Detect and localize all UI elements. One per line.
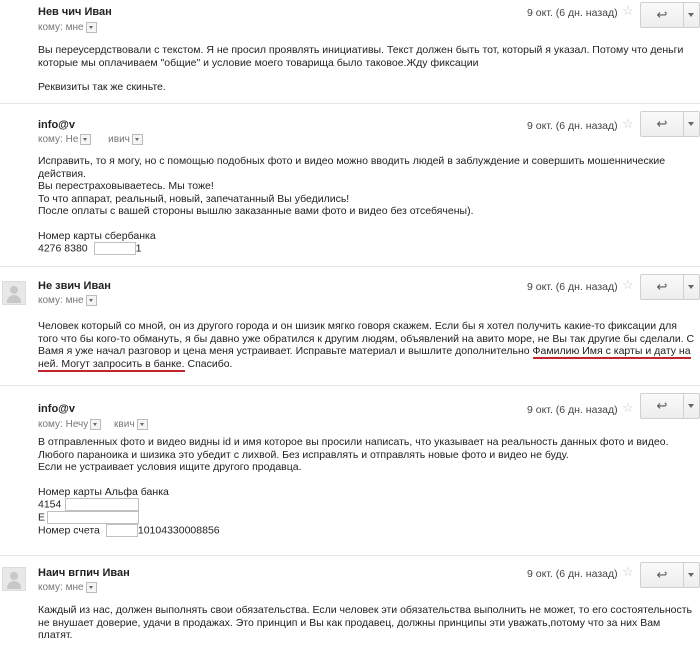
reply-button-group [640, 111, 700, 137]
recipient-label: ивич [108, 134, 130, 146]
body-gap [38, 69, 683, 81]
body-line: Исправить, то я могу, но с помощью подобных фото и видео можно вводить людей в заблуждение и совершить мошеннические [38, 155, 666, 167]
body-line: Вы перестраховываетесь. Мы тоже! [38, 180, 214, 192]
body-text: Спасибо. [184, 357, 233, 370]
body-line [38, 358, 694, 371]
person-icon[interactable] [2, 281, 26, 305]
message-body [38, 44, 683, 94]
chevron-down-icon[interactable] [86, 22, 97, 33]
recipient-label: кому: мне [38, 582, 84, 594]
body-line: того что бы кого-то обмануть, я бы давно уже обратился к другим людям, объявлений на авито море, не Вы так другие бы сделали. С [38, 332, 695, 345]
body-gap [38, 474, 669, 486]
body-line: Вы переусердствовали с текстом. Я не просил проявлять инициативы. Текст должен быть тот, который я указал. Потому что деньги [38, 44, 684, 56]
chevron-down-icon[interactable] [86, 295, 97, 306]
underlined-text: Фамилию Имя с карты и дату на [532, 345, 691, 357]
body-line: которые мы оплачиваем "общие" и условие моего товарища было таковое.Жду фиксации [38, 56, 479, 69]
redaction-box [47, 511, 139, 524]
body-line: Каждый из нас, должен выполнять свои обязательства. Если человек эти обязательства выполнить не может, то его состоятельность [38, 604, 693, 616]
recipient-line [38, 22, 97, 33]
card-line [38, 498, 669, 511]
card-number-suffix: 1 [135, 242, 142, 255]
body-line: То что аппарат, реальный, новый, запечатанный Вы убедились! [38, 192, 350, 205]
message-body [38, 604, 692, 642]
divider [0, 266, 700, 267]
recipient-line [38, 134, 143, 145]
star-icon[interactable]: ☆ [622, 277, 634, 292]
chevron-down-icon[interactable] [80, 134, 91, 145]
card-number-prefix: 4276 8380 [38, 242, 88, 255]
body-line: Номер карты сбербанка [38, 229, 156, 242]
redaction-box [94, 242, 136, 255]
recipient-label: кому: Не [38, 134, 79, 146]
reply-button-group [640, 274, 700, 300]
redaction-box [106, 524, 138, 537]
body-line: В отправленных фото и видео видны id и имя которое вы просили написать, что указывает на реальность данных фото и видео. [38, 436, 669, 448]
card-number-line [38, 242, 665, 255]
recipient-label: квич [114, 419, 135, 431]
reply-icon[interactable]: ↩ [641, 563, 684, 587]
more-options-icon[interactable] [684, 3, 699, 27]
divider [0, 103, 700, 104]
reply-icon[interactable]: ↩ [641, 3, 684, 27]
star-icon[interactable]: ☆ [622, 116, 634, 131]
recipient-line [38, 582, 97, 593]
body-line: После оплаты с вашей стороны вышлю заказанные вами фото и видео без отсебячены). [38, 205, 474, 217]
chevron-down-icon[interactable] [90, 419, 101, 430]
reply-icon[interactable]: ↩ [641, 394, 684, 418]
message-date: 9 окт. (6 дн. назад) [527, 568, 618, 580]
recipient-label: кому: Нечу [38, 419, 89, 431]
body-line [38, 345, 694, 358]
sender-name[interactable]: info@v [38, 119, 76, 131]
body-line: Если не устраивает условия ищите другого продавца. [38, 461, 302, 473]
divider [0, 555, 700, 556]
body-line: Реквизиты так же скиньте. [38, 81, 166, 93]
body-line: действия. [38, 167, 86, 180]
chevron-down-icon[interactable] [132, 134, 143, 145]
chevron-down-icon[interactable] [137, 419, 148, 430]
message-body [38, 436, 669, 537]
sender-name[interactable]: Не звич Иван [38, 280, 111, 292]
message-date: 9 окт. (6 дн. назад) [527, 281, 618, 293]
divider [0, 385, 700, 386]
more-options-icon[interactable] [684, 275, 699, 299]
recipient-label: кому: мне [38, 295, 84, 307]
message-date: 9 окт. (6 дн. назад) [527, 7, 618, 19]
sender-name[interactable]: Наич вгпич Иван [38, 567, 130, 579]
recipient-label: кому: мне [38, 22, 84, 34]
account-number-suffix: 10104330008856 [137, 524, 220, 537]
reply-button-group [640, 393, 700, 419]
reply-icon[interactable]: ↩ [641, 112, 684, 136]
chevron-down-icon[interactable] [86, 582, 97, 593]
reply-button-group [640, 562, 700, 588]
redaction-box [65, 498, 139, 511]
message-body [38, 320, 694, 370]
sender-name[interactable]: info@v [38, 403, 76, 415]
body-line: Номер карты Альфа банка [38, 485, 169, 498]
body-line: платят. [38, 629, 73, 641]
reply-icon[interactable]: ↩ [641, 275, 684, 299]
recipient-line [38, 295, 97, 306]
recipient-line [38, 419, 148, 430]
cardholder-initial: Е [38, 511, 46, 524]
person-icon[interactable] [2, 567, 26, 591]
card-number-prefix: 4154 [38, 498, 62, 511]
body-line: Человек который со мной, он из другого города и он шизик мягко говоря скажем. Если бы я хотел получить какие-то фиксации для [38, 320, 677, 332]
account-label: Номер счета [38, 524, 100, 537]
body-text: Вамя я уже начал разговор и цена меня устраивает. Исправьте материал и вышлите дополнительно [38, 345, 530, 357]
name-line [38, 511, 669, 524]
more-options-icon[interactable] [684, 112, 699, 136]
message-body [38, 155, 665, 255]
star-icon[interactable]: ☆ [622, 564, 634, 579]
star-icon[interactable]: ☆ [622, 3, 634, 18]
message-date: 9 окт. (6 дн. назад) [527, 404, 618, 416]
more-options-icon[interactable] [684, 394, 699, 418]
body-gap [38, 218, 665, 230]
body-line: Любого параноика и шизика это убедит с лихвой. Без исправлять и отправлять новые фото и видео не буду. [38, 448, 569, 461]
star-icon[interactable]: ☆ [622, 400, 634, 415]
reply-button-group [640, 2, 700, 28]
more-options-icon[interactable] [684, 563, 699, 587]
account-line [38, 524, 669, 537]
underlined-text: ней. Могут запросить в банке. [38, 357, 185, 370]
body-line: не внушает доверие, удачи в продажах. Это принцип и Вы как продавец, должны принципы эти уважать,потому что за них Вам [38, 616, 661, 629]
sender-name[interactable]: Нев чич Иван [38, 6, 112, 18]
message-date: 9 окт. (6 дн. назад) [527, 120, 618, 132]
